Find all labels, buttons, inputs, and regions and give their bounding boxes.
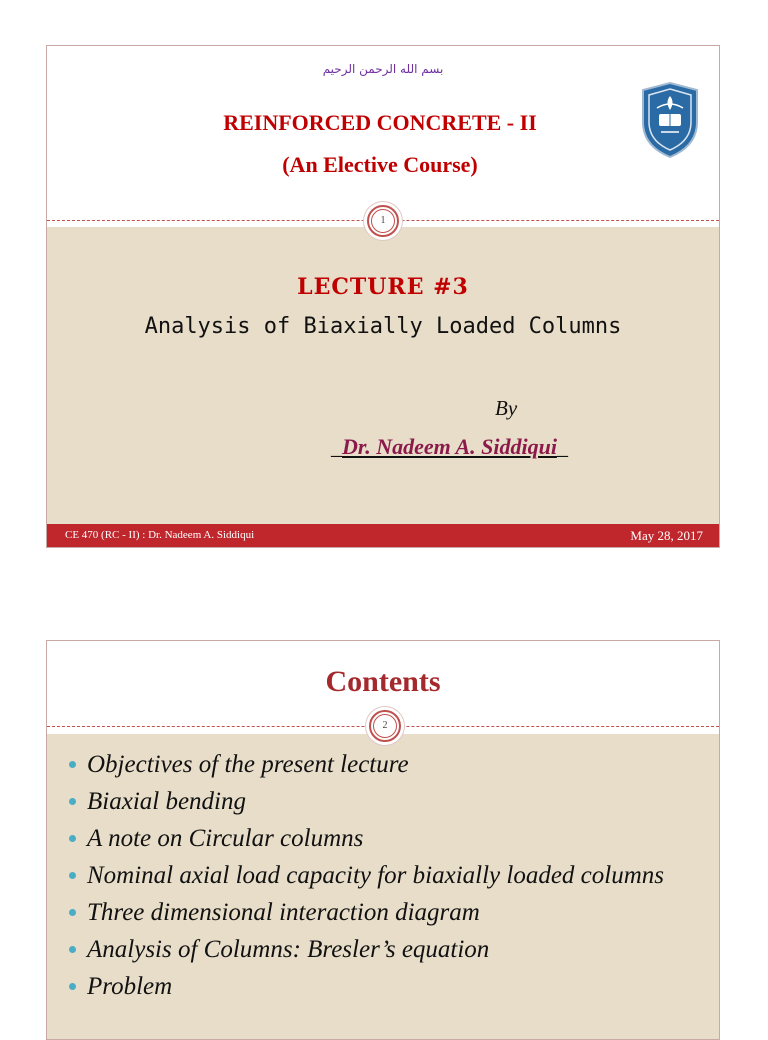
list-item: Analysis of Columns: Bresler’s equation <box>65 934 705 965</box>
slide-body-area <box>47 227 719 524</box>
lecture-number: LECTURE #3 <box>297 274 469 300</box>
contents-list <box>65 749 705 1008</box>
basmala-text: بسم الله الرحمن الرحيم <box>322 62 444 76</box>
course-title: REINFORCED CONCRETE - II <box>223 110 537 135</box>
contents-title: Contents <box>325 665 441 698</box>
footer-date: May 28, 2017 <box>630 528 703 543</box>
list-item: Nominal axial load capacity for biaxially loaded columns <box>65 860 705 891</box>
slide-footer <box>47 524 719 548</box>
list-item: A note on Circular columns <box>65 823 705 854</box>
slide-number-badge <box>369 710 401 742</box>
list-item: Problem <box>65 971 705 1002</box>
slide-number: 2 <box>373 714 397 738</box>
author-line: _Dr. Nadeem A. Siddiqui_ <box>331 434 568 459</box>
list-item: Biaxial bending <box>65 786 705 817</box>
contents-slide <box>46 640 720 1040</box>
list-item: Three dimensional interaction diagram <box>65 897 705 928</box>
slide-number: 1 <box>371 209 395 233</box>
university-crest-icon <box>637 80 703 160</box>
author-name: Dr. Nadeem A. Siddiqui <box>342 434 557 459</box>
slide-number-badge <box>367 205 399 237</box>
by-label: By <box>495 396 518 420</box>
course-subtitle: (An Elective Course) <box>282 152 478 177</box>
footer-course: CE 470 (RC - II) : Dr. Nadeem A. Siddiqui <box>65 529 255 541</box>
title-slide <box>46 45 720 548</box>
lecture-topic: Analysis of Biaxially Loaded Columns <box>144 314 622 339</box>
list-item: Objectives of the present lecture <box>65 749 705 780</box>
